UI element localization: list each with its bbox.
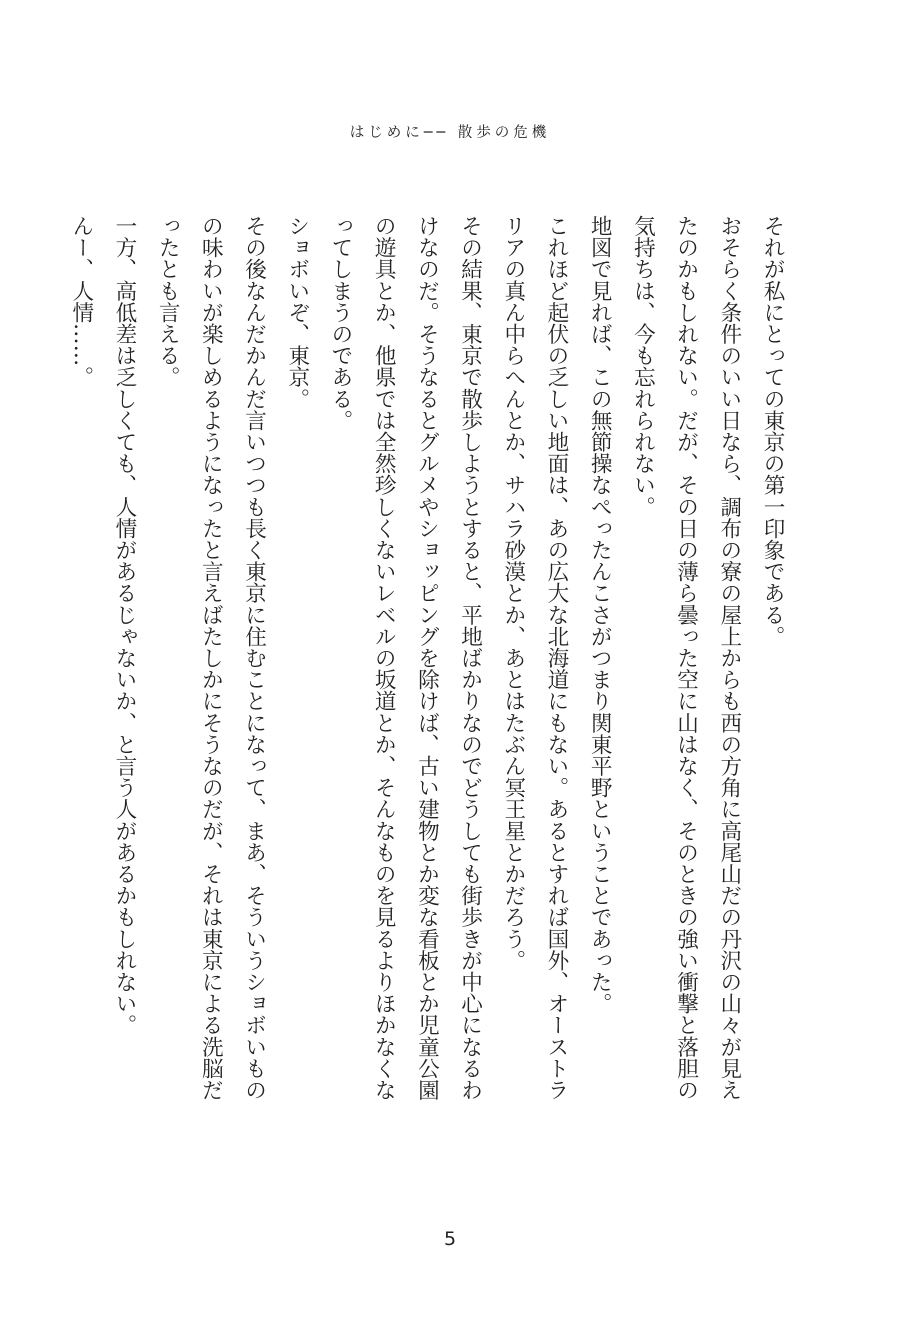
paragraph: 一方、高低差は乏しくても、人情があるじゃないか、と言う人があるかもしれない。 (111, 215, 137, 1036)
paragraph: 地図で見れば、この無節操なぺったんこさがつまり関東平野ということであった。 (587, 215, 613, 1015)
page-number: 5 (443, 1228, 457, 1250)
paragraph: それが私にとっての東京の第一印象である。 (760, 215, 785, 647)
paragraph: その結果、東京で散歩しようとすると、平地ばかりなのでどうしても街歩きが中心になるわけなのだ。そうなるとグルメやショッピングを除けば、古い建物とか変な看板とか児童公園の遊具とか、他県では全然珍しくないレベルの坂道とか、そんなものを見るよりほかなくなってしまうのである。 (327, 215, 483, 1101)
paragraph: ショボいぞ、東京。 (284, 215, 310, 410)
paragraph: んー、人情……。 (68, 215, 94, 388)
paragraph: おそらく条件のいい日なら、調布の寮の屋上からも西の方角に高尾山だの丹沢の山々が見えたのかもしれない。だが、その日の薄ら曇った空に山はなく、そのときの強い衝撃と落胆の気持ちは、今も忘れられない。 (630, 215, 742, 1101)
paragraph: これほど起伏の乏しい地面は、あの広大な北海道にもない。あるとすれば国外、オーストラリアの真ん中らへんとか、サハラ砂漠とか、あとはたぶん冥王星とかだろう。 (500, 215, 569, 1101)
body-text (68, 215, 794, 1105)
running-header: はじめに── 散歩の危機 (349, 125, 551, 141)
paragraph: その後なんだかんだ言いつつも長く東京に住むことになって、まあ、そういうショボいものの味わいが楽しめるようになったと言えばたしかにそうなのだが、それは東京による洗脳だったとも言える。 (155, 215, 267, 1101)
